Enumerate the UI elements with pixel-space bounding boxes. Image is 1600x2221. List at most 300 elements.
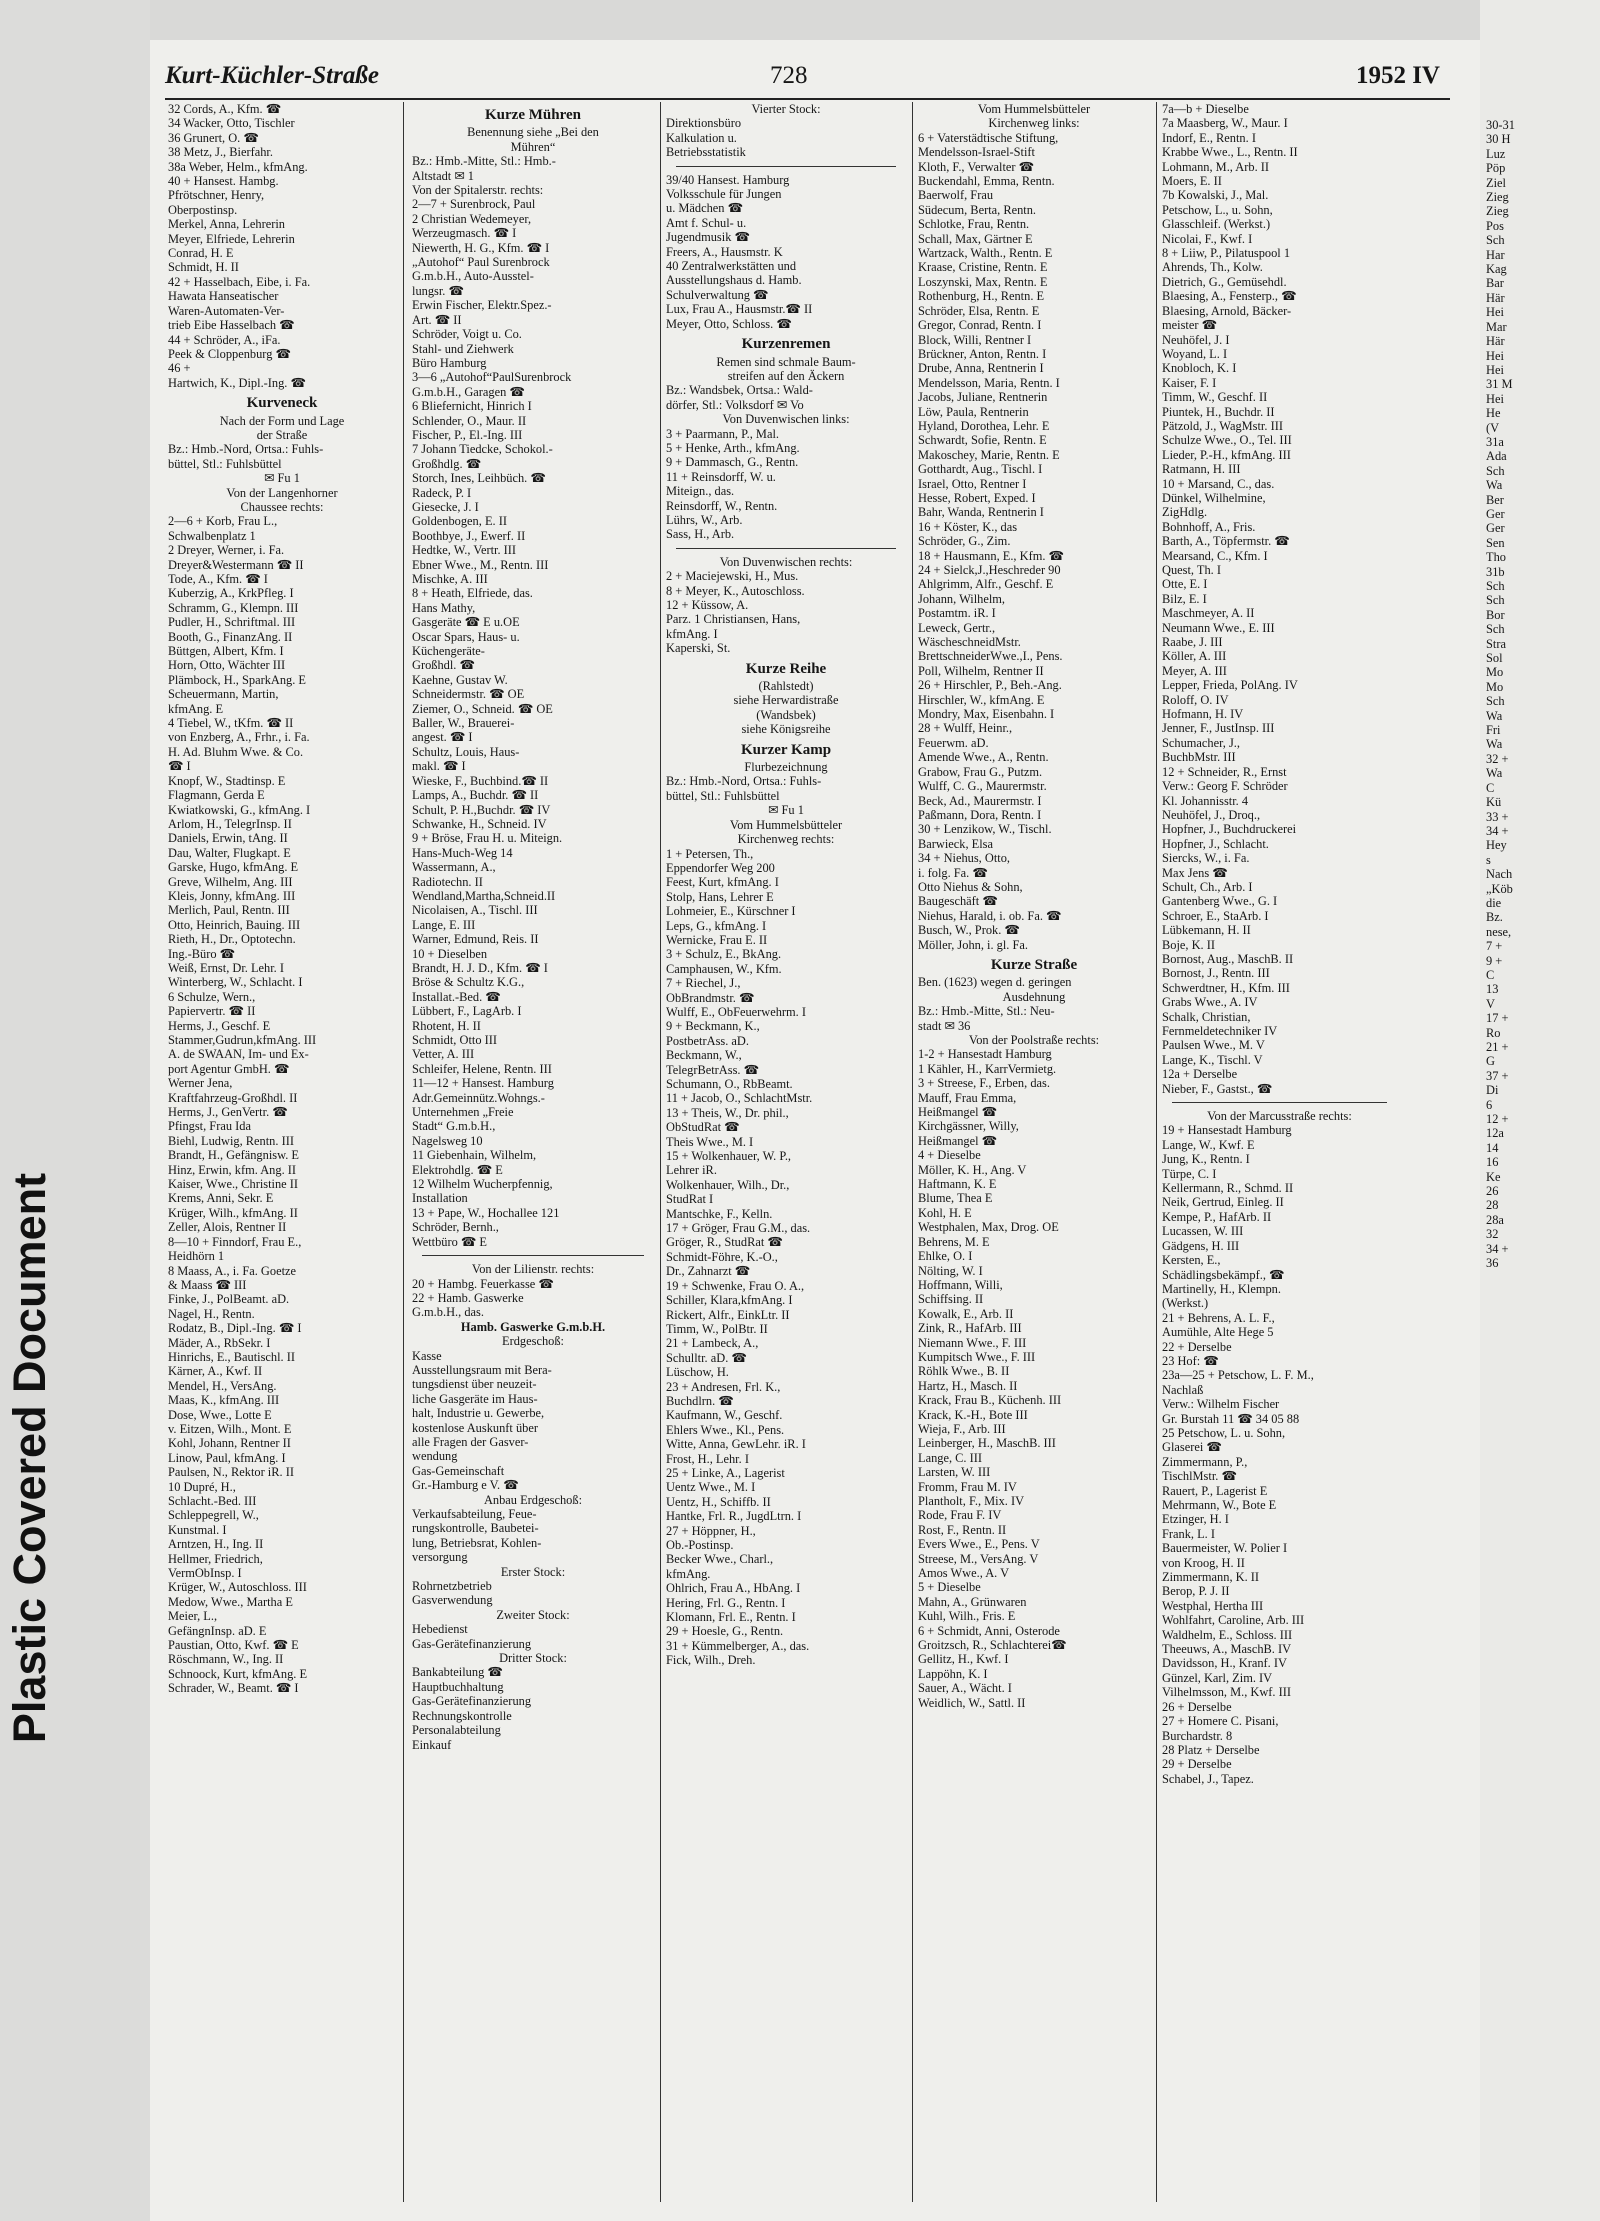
directory-entry: Nieber, F., Gastst., ☎ — [1162, 1081, 1273, 1096]
directory-entry: v. Eitzen, Wilh., Mont. E — [168, 1421, 292, 1436]
directory-entry: Timm, W., Geschf. II — [1162, 390, 1268, 405]
directory-entry: Pöp — [1486, 161, 1506, 176]
directory-entry: Tode, A., Kfm. ☎ I — [168, 572, 268, 586]
directory-entry: Glaserei ☎ — [1162, 1440, 1222, 1455]
directory-entry: 38 Metz, J., Bierfahr. — [168, 145, 273, 160]
directory-entry: 2 Christian Wedemeyer, — [412, 211, 532, 226]
directory-entry: Schwardt, Sofie, Rentn. E — [918, 433, 1047, 448]
directory-entry: Bankabteilung ☎ — [412, 1665, 503, 1680]
directory-entry: Günzel, Karl, Zim. IV — [1162, 1670, 1273, 1685]
directory-entry: 4 Tiebel, W., tKfm. ☎ II — [168, 716, 294, 731]
directory-entry: Otte, E. I — [1162, 577, 1208, 592]
directory-entry: Här — [1486, 334, 1505, 349]
directory-entry: Schramm, G., Klempn. III — [168, 600, 299, 615]
directory-entry: Poll, Wilhelm, Rentner II — [918, 663, 1044, 678]
directory-entry: stadt ✉ 36 — [918, 1018, 971, 1033]
directory-entry: Röschmann, W., Ing. II — [168, 1652, 284, 1667]
directory-entry: Ber — [1486, 492, 1504, 507]
directory-entry: halt, Industrie u. Gewerbe, — [412, 1406, 545, 1421]
directory-entry: Hirschler, W., kfmAng. E — [918, 692, 1045, 707]
directory-entry: Hans Mathy, — [412, 600, 476, 615]
directory-entry: Neik, Gertrud, Einleg. II — [1162, 1195, 1284, 1210]
directory-entry: Aumühle, Alte Hege 5 — [1162, 1325, 1274, 1340]
directory-entry: Biehl, Ludwig, Rentn. III — [168, 1133, 294, 1148]
directory-entry: Buchdlrn. ☎ — [666, 1393, 734, 1408]
directory-entry: Knobloch, K. I — [1162, 361, 1237, 376]
page-header — [165, 62, 1460, 96]
directory-entry: Amt f. Schul- u. — [666, 215, 747, 230]
directory-entry: Hei — [1486, 391, 1504, 406]
directory-entry: Nicolaisen, A., Tischl. III — [412, 903, 538, 918]
directory-entry: Werner Jena, — [168, 1076, 233, 1091]
directory-entry: Pos — [1486, 218, 1504, 233]
directory-entry: Büro Hamburg — [412, 355, 487, 370]
directory-entry: Verkaufsabteilung, Feue- — [412, 1507, 537, 1521]
street-heading: Kurze Mühren — [485, 107, 581, 123]
directory-entry: Sch — [1486, 622, 1505, 637]
directory-entry: 36 Grunert, O. ☎ — [168, 130, 259, 145]
street-note: Chaussee rechts: — [240, 499, 324, 514]
header-rule — [165, 98, 1450, 100]
company-heading: Hamb. Gaswerke G.m.b.H. — [460, 1319, 606, 1334]
directory-entry: Ben. (1623) wegen d. geringen — [918, 975, 1072, 990]
directory-entry: Siercks, W., i. Fa. — [1162, 851, 1250, 866]
directory-entry: Rauert, P., Lagerist E — [1162, 1483, 1268, 1498]
directory-entry: Schmidt-Föhre, K.-O., — [666, 1249, 778, 1264]
directory-entry: H. Ad. Bluhm Wwe. & Co. — [168, 744, 304, 759]
directory-entry: Gasverwendung — [412, 1593, 493, 1608]
directory-entry: Stadt“ G.m.b.H., — [412, 1119, 496, 1134]
street-note: Erdgeschoß: — [502, 1334, 564, 1349]
directory-entry: Lohmeier, E., Kürschner I — [666, 904, 796, 919]
directory-entry: Sch — [1486, 593, 1505, 608]
street-note: ✉ Fu 1 — [264, 471, 300, 486]
directory-entry: Leweck, Gertr., — [918, 620, 996, 635]
directory-entry: Brückner, Anton, Rentn. I — [918, 346, 1047, 361]
directory-entry: Art. ☎ II — [412, 312, 462, 327]
directory-entry: Merkel, Anna, Lehrerin — [168, 217, 285, 232]
directory-entry: Dose, Wwe., Lotte E — [168, 1407, 272, 1422]
street-heading: Kurze Reihe — [745, 660, 827, 677]
directory-entry: Schwerdtner, H., Kfm. III — [1162, 980, 1290, 995]
column-divider — [660, 102, 661, 2202]
directory-entry: Zink, R., HafArb. III — [918, 1321, 1022, 1336]
directory-entry: Parz. 1 Christiansen, Hans, — [666, 612, 801, 627]
directory-entry: Har — [1486, 247, 1505, 262]
directory-entry: Elektrohdlg. ☎ E — [412, 1162, 503, 1177]
directory-entry: Ziel — [1486, 175, 1506, 190]
directory-entry: Lange, K., Tischl. V — [1162, 1052, 1263, 1067]
directory-entry: Wartzack, Walth., Rentn. E — [918, 246, 1053, 261]
directory-entry: u. Mädchen ☎ — [666, 201, 744, 216]
directory-entry: nese, — [1486, 924, 1512, 939]
directory-entry: 37 + — [1486, 1068, 1509, 1083]
directory-entry: Gellitz, H., Kwf. I — [918, 1652, 1009, 1667]
directory-entry: Davidsson, H., Kranf. IV — [1162, 1656, 1287, 1671]
directory-entry: Hartz, H., Masch. II — [918, 1378, 1018, 1393]
directory-entry: wendung — [412, 1449, 458, 1464]
directory-entry: Haftmann, K. E — [918, 1177, 997, 1192]
directory-entry: Waldhelm, E., Schloss. III — [1162, 1627, 1293, 1642]
directory-entry: Stammer,Gudrun,kfmAng. III — [168, 1033, 317, 1047]
directory-entry: Neuhöfel, J. I — [1162, 332, 1230, 347]
directory-entry: V — [1486, 996, 1495, 1011]
directory-entry: 22 + Hamb. Gaswerke — [412, 1290, 524, 1305]
directory-entry: 32 — [1486, 1227, 1499, 1242]
street-note: Remen sind schmale Baum- — [716, 354, 856, 369]
directory-entry: Blaesing, Arnold, Bäcker- — [1162, 303, 1292, 318]
directory-entry: Timm, W., PolBtr. II — [666, 1321, 768, 1336]
directory-entry: Sauer, A., Wächt. I — [918, 1681, 1012, 1696]
directory-entry: 21 + — [1486, 1040, 1509, 1054]
directory-entry: Rechnungskontrolle — [412, 1708, 512, 1723]
directory-entry: Niehus, Harald, i. ob. Fa. ☎ — [918, 908, 1062, 923]
directory-entry: BuchbMstr. III — [1162, 750, 1236, 765]
directory-entry: 16 + Köster, K., das — [918, 519, 1018, 534]
directory-entry: Wa — [1486, 766, 1503, 781]
directory-entry: die — [1486, 895, 1502, 910]
directory-entry: Scheuermann, Martin, — [168, 687, 279, 702]
street-note: Dritter Stock: — [499, 1651, 567, 1666]
directory-entry: Rieth, H., Dr., Optotechn. — [168, 932, 296, 947]
directory-entry: Plämbock, H., SparkAng. E — [168, 672, 307, 687]
directory-entry: Schumacher, J., — [1162, 735, 1240, 750]
directory-entry: Bz.: Hmb.-Mitte, Stl.: Neu- — [918, 1004, 1055, 1019]
directory-entry: Här — [1486, 290, 1505, 305]
directory-entry: Israel, Otto, Rentner I — [918, 476, 1027, 491]
directory-entry: Giesecke, J. I — [412, 499, 479, 514]
directory-entry: Vilhelmsson, M., Kwf. III — [1162, 1685, 1291, 1700]
directory-entry: Kaperski, St. — [666, 641, 731, 656]
directory-entry: Mantschke, F., Kelln. — [666, 1206, 773, 1221]
directory-entry: Sch — [1486, 579, 1505, 593]
directory-entry: Waren-Automaten-Ver- — [168, 303, 285, 318]
directory-entry: 30-31 — [1486, 118, 1515, 132]
directory-entry: Rost, F., Rentn. II — [918, 1522, 1007, 1537]
directory-entry: Schröder, Elsa, Rentn. E — [918, 303, 1040, 318]
directory-entry: (V — [1486, 420, 1500, 435]
directory-entry: 2 + Maciejewski, H., Mus. — [666, 569, 799, 584]
directory-entry: 3 + Schulz, E., BkAng. — [666, 947, 782, 962]
directory-entry: Schädlingsbekämpf., ☎ — [1162, 1267, 1285, 1282]
directory-entry: Mar — [1486, 319, 1507, 334]
directory-entry: Warner, Edmund, Reis. II — [412, 932, 539, 947]
directory-entry: 27 + Homere C. Pisani, — [1162, 1714, 1279, 1729]
directory-entry: 6 + Schmidt, Anni, Osterode — [918, 1623, 1060, 1638]
directory-entry: Röhlk Wwe., B. II — [918, 1364, 1010, 1379]
directory-entry: 8 + Meyer, K., Autoschloss. — [666, 583, 805, 598]
directory-entry: GefängnInsp. aD. E — [168, 1623, 267, 1638]
directory-entry: 34 + — [1486, 823, 1509, 838]
directory-entry: 10 + Dieselben — [412, 946, 488, 961]
directory-entry: Baugeschäft ☎ — [918, 894, 998, 909]
directory-entry: Dr., Zahnarzt ☎ — [666, 1264, 751, 1279]
directory-entry: Werzeugmasch. ☎ I — [412, 226, 517, 241]
column-divider — [403, 102, 404, 2202]
directory-entry: Bahr, Wanda, Rentnerin I — [918, 505, 1044, 520]
street-note: Vom Hummelsbütteler — [729, 817, 843, 832]
directory-entry: 19 + Schwenke, Frau O. A., — [666, 1278, 805, 1293]
directory-entry: VermObInsp. I — [168, 1566, 242, 1581]
directory-entry: Mehrmann, W., Bote E — [1162, 1498, 1277, 1512]
directory-entry: Stahl- und Ziehwerk — [412, 341, 514, 356]
directory-entry: Rothenburg, H., Rentn. E — [918, 289, 1045, 304]
directory-entry: 23 Hof: ☎ — [1162, 1353, 1219, 1368]
directory-entry: kostenlose Auskunft über — [412, 1420, 538, 1435]
directory-entry: Boothbye, J., Ewerf. II — [412, 528, 526, 543]
directory-entry: Büttgen, Albert, Kfm. I — [168, 644, 284, 659]
directory-entry: Larsten, W. III — [918, 1465, 991, 1480]
street-heading: Kurveneck — [246, 395, 318, 412]
directory-entry: Drube, Anna, Rentnerin I — [918, 361, 1044, 376]
directory-entry: Weidlich, W., Sattl. II — [918, 1695, 1026, 1710]
directory-entry: Kloth, F., Verwalter ☎ — [918, 159, 1035, 174]
directory-entry: Grabs Wwe., A. IV — [1162, 995, 1258, 1010]
directory-entry: Installat.-Bed. ☎ — [412, 989, 501, 1004]
directory-entry: 31b — [1486, 564, 1505, 579]
directory-entry: 12 + — [1486, 1112, 1509, 1127]
street-note: ✉ Fu 1 — [768, 803, 804, 818]
directory-entry: Türpe, C. I — [1162, 1166, 1217, 1181]
directory-entry: 2 Dreyer, Werner, i. Fa. — [168, 543, 285, 558]
directory-entry: Schrader, W., Beamt. ☎ I — [168, 1681, 299, 1696]
directory-entry: 2—6 + Korb, Frau L., — [168, 514, 278, 529]
directory-entry: Kumpitsch Wwe., F. III — [918, 1349, 1036, 1364]
directory-entry: Linow, Paul, kfmAng. I — [168, 1450, 286, 1465]
directory-entry: „Köb — [1486, 881, 1513, 896]
directory-entry: Schröder, G., Zim. — [918, 534, 1011, 549]
street-note: streifen auf den Äckern — [727, 368, 845, 383]
directory-entry: BrettschneiderWwe.,I., Pens. — [918, 649, 1063, 664]
directory-entry: ☎ I — [168, 759, 191, 774]
directory-entry: Jacobs, Juliane, Rentnerin — [918, 390, 1048, 405]
directory-entry: Petschow, L., u. Sohn, — [1162, 202, 1273, 217]
directory-entry: Bilz, E. I — [1162, 591, 1207, 606]
directory-entry: Sen — [1486, 535, 1505, 550]
directory-entry: Paßmann, Dora, Rentn. I — [918, 807, 1042, 822]
street-note: Von Duvenwischen links: — [722, 412, 850, 427]
directory-entry: Flagmann, Gerda E — [168, 788, 265, 803]
directory-entry: 17 + Gröger, Frau G.M., das. — [666, 1221, 811, 1236]
directory-entry: Medow, Wwe., Martha E — [168, 1594, 293, 1609]
directory-entry: G.m.b.H., Garagen ☎ — [412, 384, 525, 399]
directory-entry: Schult, Ch., Arb. I — [1162, 879, 1253, 894]
directory-entry: Kaiser, F. I — [1162, 375, 1217, 390]
directory-entry: 7a—b + Dieselbe — [1162, 102, 1249, 116]
directory-entry: ObStudRat ☎ — [666, 1120, 740, 1135]
directory-entry: Leinberger, H., MaschB. III — [918, 1436, 1056, 1451]
directory-entry: Schiffsing. II — [918, 1292, 984, 1307]
directory-entry: Kersten, E., — [1162, 1253, 1221, 1268]
directory-entry: Köller, A. III — [1162, 649, 1227, 664]
directory-entry: TischlMstr. ☎ — [1162, 1469, 1237, 1484]
directory-entry: 34 + Niehus, Otto, — [918, 851, 1010, 866]
directory-entry: Hartwich, K., Dipl.-Ing. ☎ — [168, 375, 306, 390]
directory-entry: 26 + Hirschler, P., Beh.-Ang. — [918, 678, 1062, 693]
directory-entry: Ahlgrimm, Alfr., Geschf. E — [918, 577, 1054, 592]
directory-entry: Daniels, Erwin, tAng. II — [168, 831, 288, 846]
directory-entry: Gas-Gerätefinanzierung — [412, 1694, 532, 1709]
directory-entry: Schmidt, H. II — [168, 260, 239, 275]
directory-entry: Block, Willi, Rentner I — [918, 332, 1032, 347]
directory-entry: Schlender, O., Maur. II — [412, 413, 527, 428]
directory-entry: Kleis, Jonny, kfmAng. III — [168, 888, 296, 903]
directory-entry: 6 Bliefernicht, Hinrich I — [412, 399, 532, 414]
directory-entry: 29 + Hoesle, G., Rentn. — [666, 1624, 784, 1639]
directory-entry: Nölting, W. I — [918, 1263, 983, 1278]
directory-entry: 12 + Schneider, R., Ernst — [1162, 764, 1287, 779]
directory-entry: Neuhöfel, J., Droq., — [1162, 807, 1261, 822]
directory-entry: Oscar Spars, Haus- u. — [412, 629, 520, 644]
directory-entry: Martinelly, H., Klempn. — [1162, 1281, 1281, 1296]
directory-entry: Hyland, Dorothea, Lehr. E — [918, 418, 1050, 433]
directory-entry: Lührs, W., Arb. — [666, 512, 743, 527]
directory-entry: Fernmeldetechniker IV — [1162, 1024, 1278, 1038]
directory-entry: Altstadt ✉ 1 — [412, 168, 475, 183]
directory-entry: Frost, H., Lehr. I — [666, 1451, 749, 1466]
directory-entry: Schwanke, H., Schneid. IV — [412, 816, 547, 831]
directory-entry: Möller, John, i. gl. Fa. — [918, 937, 1028, 952]
directory-entry: Schulltr. aD. ☎ — [666, 1350, 747, 1365]
directory-entry: Kirchgässner, Willy, — [918, 1119, 1019, 1134]
directory-entry: Küchengeräte- — [412, 644, 485, 659]
directory-entry: Pfrötschner, Henry, — [168, 188, 265, 203]
directory-entry: 11 + Jacob, O., SchlachtMstr. — [666, 1091, 813, 1106]
street-note: Nach der Form und Lage — [219, 413, 345, 428]
directory-entry: Hering, Frl. G., Rentn. I — [666, 1595, 786, 1610]
directory-entry: Fromm, Frau M. IV — [918, 1479, 1017, 1494]
directory-entry: Vetter, A. III — [412, 1047, 475, 1062]
directory-entry: 8 + Liiw, P., Pilatuspool 1 — [1162, 246, 1291, 261]
street-note: Vom Hummelsbütteler — [977, 102, 1091, 116]
directory-entry: Horn, Otto, Wächter III — [168, 658, 286, 673]
directory-entry: 13 + Theis, W., Dr. phil., — [666, 1105, 789, 1120]
directory-entry: 32 + — [1486, 751, 1509, 766]
directory-entry: Schnoock, Kurt, kfmAng. E — [168, 1666, 308, 1681]
directory-entry: Ohlrich, Frau A., HbAng. I — [666, 1581, 801, 1596]
directory-entry: 36 — [1486, 1256, 1499, 1271]
directory-entry: Max Jens ☎ — [1162, 865, 1228, 880]
directory-entry: 32 Cords, A., Kfm. ☎ — [168, 102, 282, 116]
directory-entry: 21 + Behrens, A. L. F., — [1162, 1310, 1275, 1325]
directory-entry: 38a Weber, Helm., kfmAng. — [168, 159, 308, 174]
directory-entry: Schmidt, Otto III — [412, 1033, 498, 1047]
directory-entry: Barth, A., Töpfermstr. ☎ — [1162, 534, 1290, 549]
directory-entry: Schiller, Klara,kfmAng. I — [666, 1293, 793, 1308]
directory-entry: 11—12 + Hansest. Hamburg — [412, 1076, 554, 1091]
column-4 — [918, 102, 1150, 2212]
directory-entry: Von der Spitalerstr. rechts: — [412, 183, 544, 198]
directory-entry: 8 Maass, A., i. Fa. Goetze — [168, 1263, 297, 1278]
directory-entry: Schwalbenplatz 1 — [168, 528, 256, 543]
directory-entry: 31 M — [1486, 377, 1513, 392]
directory-entry: 9 + — [1486, 953, 1503, 968]
directory-entry: Piuntek, H., Buchdr. II — [1162, 404, 1275, 419]
directory-entry: 34 Wacker, Otto, Tischler — [168, 116, 295, 131]
directory-entry: Otto Niehus & Sohn, — [918, 879, 1023, 894]
directory-entry: 6 + Vaterstädtische Stiftung, — [918, 130, 1059, 145]
directory-entry: Jung, K., Rentn. I — [1162, 1152, 1250, 1167]
directory-entry: Ziemer, O., Schneid. ☎ OE — [412, 701, 553, 716]
directory-entry: 12 Wilhelm Wucherpfennig, — [412, 1177, 553, 1192]
directory-entry: Westphal, Hertha III — [1162, 1598, 1264, 1613]
directory-entry: 4 + Dieselbe — [918, 1148, 981, 1163]
directory-entry: büttel, Stl.: Fuhlsbüttel — [168, 456, 282, 471]
directory-entry: Verw.: Georg F. Schröder — [1162, 779, 1288, 794]
directory-entry: Neumann Wwe., E. III — [1162, 620, 1275, 635]
directory-entry: Kunstmal. I — [168, 1522, 227, 1537]
directory-entry: Kü — [1486, 795, 1502, 810]
directory-entry: 34 + — [1486, 1241, 1509, 1256]
directory-entry: Wieske, F., Buchbind.☎ II — [412, 773, 549, 788]
directory-entry: Meyer, Otto, Schloss. ☎ — [666, 316, 792, 331]
directory-entry: Sch — [1486, 233, 1505, 248]
directory-entry: Bz.: Hmb.-Mitte, Stl.: Hmb.- — [412, 154, 556, 169]
directory-entry: Brandt, H. J. D., Kfm. ☎ I — [412, 960, 548, 975]
directory-entry: Roloff, O. IV — [1162, 692, 1229, 707]
street-note: Flurbezeichnung — [744, 760, 828, 775]
directory-entry: s — [1486, 852, 1491, 867]
directory-entry: Ro — [1486, 1025, 1501, 1040]
directory-entry: Erwin Fischer, Elektr.Spez.- — [412, 298, 552, 313]
directory-entry: TelegrBetrAss. ☎ — [666, 1062, 760, 1077]
directory-entry: Kohl, Johann, Rentner II — [168, 1436, 291, 1451]
directory-entry: Bröse & Schultz K.G., — [412, 975, 525, 990]
next-page-edge — [1480, 0, 1600, 2221]
directory-entry: Paulsen Wwe., M. V — [1162, 1038, 1265, 1053]
directory-entry: 21 + Lambeck, A., — [666, 1336, 759, 1351]
directory-entry: Ke — [1486, 1169, 1501, 1184]
directory-entry: kfmAng. — [666, 1566, 711, 1581]
directory-entry: Oberpostinsp. — [168, 202, 238, 217]
directory-entry: 9 + Bröse, Frau H. u. Miteign. — [412, 831, 563, 846]
directory-entry: Stolp, Hans, Lehrer E — [666, 889, 774, 904]
section-separator — [676, 166, 896, 167]
directory-entry: Mischke, A. III — [412, 572, 488, 586]
directory-entry: 20 + Hambg. Feuerkasse ☎ — [412, 1276, 554, 1291]
directory-entry: liche Gasgeräte im Haus- — [412, 1391, 538, 1406]
directory-entry: Radiotechn. II — [412, 874, 483, 889]
directory-entry: Mo — [1486, 665, 1504, 680]
directory-entry: Leps, G., kfmAng. I — [666, 918, 767, 933]
directory-entry: Schall, Max, Gärtner E — [918, 231, 1033, 246]
directory-entry: Woyand, L. I — [1162, 346, 1228, 361]
directory-entry: Lange, C. III — [918, 1450, 982, 1465]
directory-entry: Dünkel, Wilhelmine, — [1162, 490, 1266, 505]
directory-entry: 26 + Derselbe — [1162, 1699, 1232, 1714]
directory-entry: Hoffmann, Willi, — [918, 1277, 1003, 1292]
directory-entry: Kowalk, E., Arb. II — [918, 1306, 1014, 1321]
directory-entry: Nach — [1486, 867, 1513, 882]
directory-entry: Kärner, A., Kwf. II — [168, 1364, 263, 1379]
directory-entry: Schalk, Christian, — [1162, 1009, 1251, 1024]
directory-entry: Wulff, E., ObFeuerwehrm. I — [666, 1004, 807, 1019]
directory-entry: Kempe, P., HafArb. II — [1162, 1209, 1272, 1224]
directory-entry: Rickert, Alfr., EinkLtr. II — [666, 1307, 790, 1322]
directory-entry: Kalkulation u. — [666, 130, 737, 145]
directory-entry: Ehlers Wwe., Kl., Pens. — [666, 1422, 785, 1437]
directory-entry: Mauff, Frau Emma, — [918, 1090, 1017, 1105]
directory-entry: Bz.: Wandsbek, Ortsa.: Wald- — [666, 383, 813, 398]
directory-entry: 28 + Wulff, Heinr., — [918, 721, 1013, 736]
directory-entry: Feuerwm. aD. — [918, 735, 989, 750]
street-note: der Straße — [256, 427, 308, 442]
directory-entry: Amende Wwe., A., Rentn. — [918, 750, 1049, 765]
directory-entry: Ada — [1486, 449, 1507, 464]
street-heading: Kurzenremen — [741, 336, 831, 353]
directory-entry: Sass, H., Arb. — [666, 527, 735, 542]
directory-entry: 3 + Streese, F., Erben, das. — [918, 1076, 1050, 1091]
